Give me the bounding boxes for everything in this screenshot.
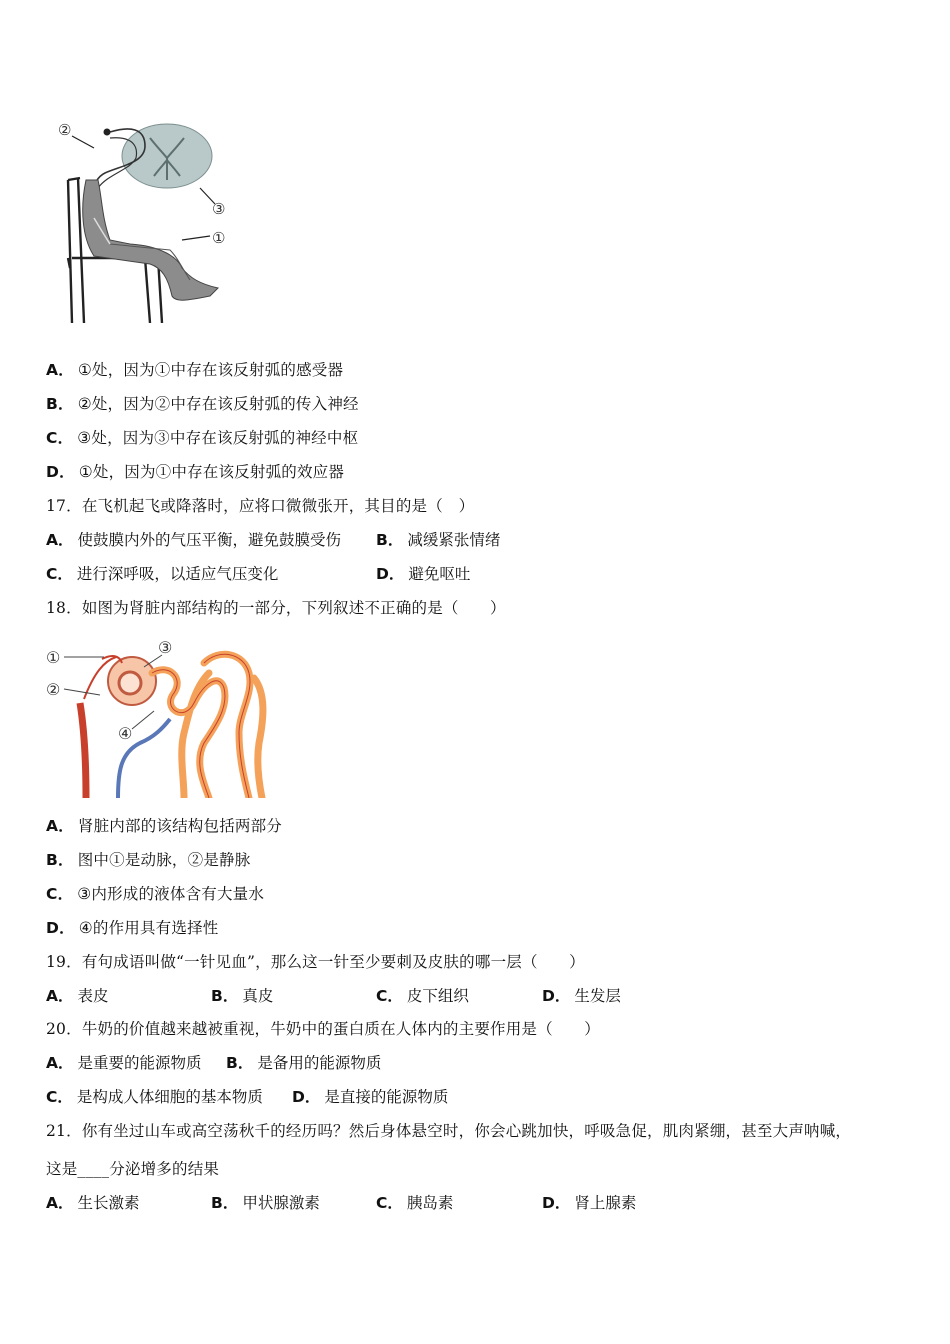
option-text: ③内形成的液体含有大量水 <box>77 885 265 903</box>
option-letter: A． <box>46 1054 74 1072</box>
option-letter: A． <box>46 987 74 1005</box>
q18-option-b[interactable] <box>46 850 250 870</box>
q20-option-c[interactable] <box>46 1087 263 1107</box>
q21-option-b[interactable] <box>211 1193 320 1213</box>
option-letter: B． <box>46 395 74 413</box>
q18-option-a[interactable] <box>46 816 282 836</box>
option-letter: C． <box>46 885 74 903</box>
option-letter: C． <box>376 1194 403 1212</box>
option-letter: A． <box>46 361 74 379</box>
option-letter: D． <box>542 987 571 1005</box>
q16-option-b[interactable] <box>46 394 359 414</box>
option-text: 是备用的能源物质 <box>257 1054 382 1072</box>
option-text: 真皮 <box>242 987 274 1005</box>
q20-option-d[interactable] <box>292 1087 448 1107</box>
option-letter: D． <box>376 565 405 583</box>
option-text: 减缓紧张情绪 <box>407 531 501 549</box>
figure1-label-2: ② <box>58 121 72 139</box>
option-letter: B． <box>226 1054 254 1072</box>
q16-option-d[interactable] <box>46 462 344 482</box>
q19-option-b[interactable] <box>211 986 273 1006</box>
option-text: 是重要的能源物质 <box>77 1054 202 1072</box>
option-text: ①处，因为①中存在该反射弧的效应器 <box>78 463 345 481</box>
nephron-label-1: ① <box>46 648 61 667</box>
q19-option-a[interactable] <box>46 986 109 1006</box>
option-text: 生长激素 <box>77 1194 140 1212</box>
option-text: 皮下组织 <box>406 987 469 1005</box>
option-letter: D． <box>46 919 75 937</box>
q20-option-a[interactable] <box>46 1053 202 1073</box>
q21-option-d[interactable] <box>542 1193 636 1213</box>
option-letter: A． <box>46 1194 74 1212</box>
nephron-label-2: ② <box>46 680 61 699</box>
q17-option-a[interactable] <box>46 530 341 550</box>
q21-options <box>46 1193 906 1213</box>
option-text: 胰岛素 <box>406 1194 454 1212</box>
q17-option-b[interactable] <box>376 530 500 550</box>
q19-stem: 19．有句成语叫做“一针见血”，那么这一针至少要刺及皮肤的哪一层（ ） <box>46 953 585 971</box>
option-text: 使鼓膜内外的气压平衡，避免鼓膜受伤 <box>77 531 342 549</box>
q17-options-row1 <box>46 530 906 550</box>
q20-stem: 20．牛奶的价值越来越被重视，牛奶中的蛋白质在人体内的主要作用是（ ） <box>46 1020 600 1038</box>
option-text: ①处，因为①中存在该反射弧的感受器 <box>77 361 344 379</box>
option-text: 是直接的能源物质 <box>324 1088 449 1106</box>
q18-option-c[interactable] <box>46 884 264 904</box>
option-letter: A． <box>46 531 74 549</box>
q21-option-c[interactable] <box>376 1193 453 1213</box>
q18-stem: 18．如图为肾脏内部结构的一部分，下列叙述不正确的是（ ） <box>46 599 506 617</box>
option-text: 进行深呼吸，以适应气压变化 <box>76 565 279 583</box>
option-letter: B． <box>211 1194 239 1212</box>
q19-option-c[interactable] <box>376 986 469 1006</box>
option-letter: B． <box>376 531 404 549</box>
option-letter: B． <box>46 851 74 869</box>
option-letter: C． <box>376 987 403 1005</box>
artery-vessel <box>80 703 86 798</box>
q16-option-c[interactable] <box>46 428 358 448</box>
q21-option-a[interactable] <box>46 1193 140 1213</box>
q18-option-d[interactable] <box>46 918 218 938</box>
option-text: 是构成人体细胞的基本物质 <box>76 1088 263 1106</box>
q21-stem-line2: 这是____分泌增多的结果 <box>46 1160 220 1178</box>
q20-options-row2 <box>46 1087 906 1107</box>
option-letter: C． <box>46 565 73 583</box>
nephron-label-3: ③ <box>158 638 173 657</box>
option-text: 避免呕吐 <box>408 565 471 583</box>
q16-option-a[interactable] <box>46 360 343 380</box>
q17-option-c[interactable] <box>46 564 278 584</box>
figure1-label-1: ① <box>212 229 226 247</box>
option-letter: D． <box>292 1088 321 1106</box>
q19-option-d[interactable] <box>542 986 621 1006</box>
nephron-label-4: ④ <box>118 724 133 743</box>
q17-options-row2 <box>46 564 906 584</box>
option-text: 肾上腺素 <box>574 1194 637 1212</box>
option-text: 图中①是动脉，②是静脉 <box>77 851 251 869</box>
option-text: 表皮 <box>77 987 109 1005</box>
option-text: ③处，因为③中存在该反射弧的神经中枢 <box>77 429 359 447</box>
option-text: 肾脏内部的该结构包括两部分 <box>77 817 283 835</box>
nephron-figure <box>44 633 274 798</box>
option-letter: C． <box>46 429 74 447</box>
option-text: ④的作用具有选择性 <box>78 919 219 937</box>
knee-reflex-figure <box>50 118 250 323</box>
option-letter: B． <box>211 987 239 1005</box>
q21-stem-line1: 21．你有坐过山车或高空荡秋千的经历吗？然后身体悬空时，你会心跳加快，呼吸急促，肌肉紧绷，甚至大声呐喊， <box>46 1122 852 1140</box>
option-text: 甲状腺激素 <box>242 1194 320 1212</box>
option-text: ②处，因为②中存在该反射弧的传入神经 <box>77 395 359 413</box>
option-letter: A． <box>46 817 74 835</box>
option-letter: D． <box>542 1194 571 1212</box>
q19-options <box>46 986 906 1006</box>
q17-option-d[interactable] <box>376 564 470 584</box>
figure1-label-3: ③ <box>212 200 226 218</box>
option-letter: D． <box>46 463 75 481</box>
option-letter: C． <box>46 1088 73 1106</box>
q17-stem: 17．在飞机起飞或降落时，应将口微微张开，其目的是（ ） <box>46 497 475 515</box>
option-text: 生发层 <box>574 987 621 1005</box>
q20-options-row1 <box>46 1053 906 1073</box>
q20-option-b[interactable] <box>226 1053 381 1073</box>
